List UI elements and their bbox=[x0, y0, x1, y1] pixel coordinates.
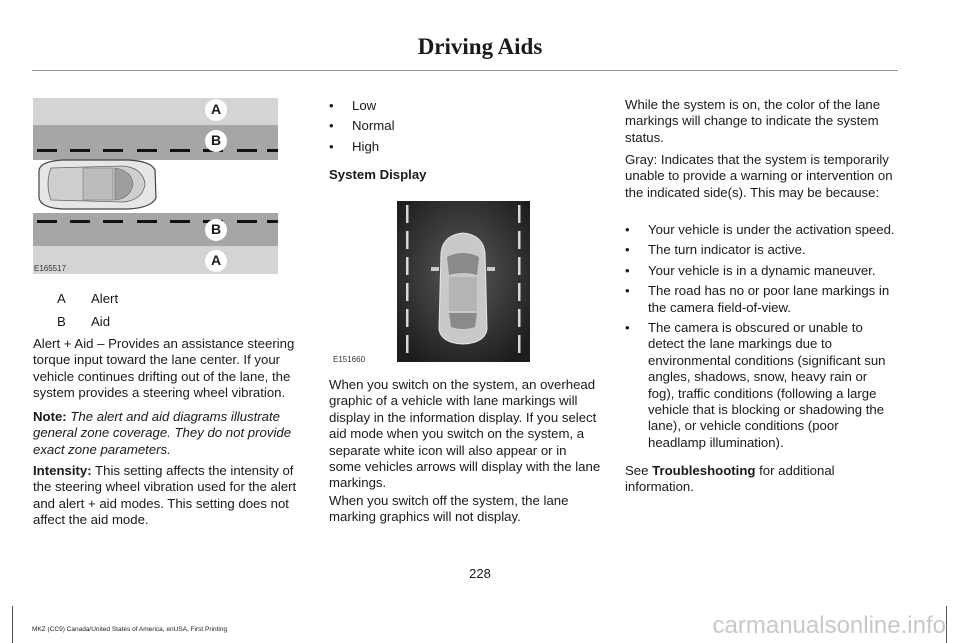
header-divider bbox=[32, 70, 898, 71]
figure-id: E165517 bbox=[34, 264, 67, 273]
system-display-heading: System Display bbox=[329, 167, 427, 182]
crop-mark-left bbox=[12, 606, 13, 643]
list-item: • Normal bbox=[329, 118, 395, 134]
see-suffix: for additional information. bbox=[625, 463, 835, 495]
list-item: • Low bbox=[329, 98, 377, 113]
zone-b-bottom bbox=[33, 213, 278, 246]
see-prefix: See bbox=[625, 463, 653, 478]
legend-key: B bbox=[57, 314, 66, 329]
system-display-graphic bbox=[397, 201, 530, 362]
gray-status-paragraph: Gray: Indicates that the system is temporarily unable to provide a warning or intervention on the indicated side(s). This may be because: bbox=[625, 152, 893, 200]
intensity-paragraph bbox=[33, 463, 305, 529]
note-text: The alert and aid diagrams illustrate general zone coverage. They do not provide exact zone parameters. bbox=[33, 409, 292, 457]
list-item: • Your vehicle is in a dynamic maneuver. bbox=[625, 262, 876, 278]
alert-aid-paragraph: Alert + Aid – Provides an assistance steering torque input toward the lane center. If your vehicle continues drifting out of the lane, the system provides a steering wheel vibration. bbox=[33, 336, 295, 401]
troubleshooting-link[interactable]: Troubleshooting bbox=[652, 463, 756, 478]
display-svg bbox=[397, 201, 530, 362]
switch-on-paragraph: When you switch on the system, an overhead graphic of a vehicle with lane markings will display in the information display. If you select aid mode when you switch on the system, a separate white icon will also appear or in some vehicles arrows will display with the lane markings. bbox=[329, 377, 601, 491]
list-item: • Your vehicle is under the activation speed. bbox=[625, 222, 895, 237]
watermark: carmanualsonline.info bbox=[712, 612, 946, 639]
list-item: • High bbox=[329, 138, 380, 154]
list-item: • The turn indicator is active. bbox=[625, 242, 806, 258]
page-number: 228 bbox=[469, 566, 491, 581]
zone-label-b-1: B bbox=[210, 132, 222, 148]
lane-zone-svg bbox=[33, 98, 278, 274]
note-label: Note: bbox=[33, 409, 67, 424]
list-item: • The camera is obscured or unable to detect the lane markings due to environmental conditions (significant sun angles, shadows, snow, heavy rain or fog), traffic conditions (following a large vehicle that is blocking or shadowing the lane), or vehicle conditions (poor headlamp illumination). bbox=[625, 320, 886, 450]
color-status-paragraph: While the system is on, the color of the lane markings will change to indicate the system status. bbox=[625, 97, 881, 145]
list-item: • The road has no or poor lane markings in the camera field-of-view. bbox=[625, 283, 890, 315]
legend-row-b bbox=[33, 314, 305, 332]
legend-value: Aid bbox=[91, 314, 111, 329]
zone-label-b-2: B bbox=[210, 221, 222, 237]
troubleshooting-reference bbox=[625, 463, 897, 496]
intensity-options bbox=[329, 98, 601, 159]
switch-off-paragraph: When you switch off the system, the lane marking graphics will not display. bbox=[329, 493, 569, 525]
zone-label-a-2: A bbox=[210, 252, 222, 268]
zone-a-bottom bbox=[33, 246, 278, 274]
intensity-text: This setting affects the intensity of the steering wheel vibration used for the alert and alert + aid modes. This setting does not affect the aid mode. bbox=[33, 463, 297, 528]
gray-reasons-list bbox=[625, 222, 897, 455]
legend-row-a bbox=[33, 291, 305, 309]
footer-text: MKZ (CC9) Canada/United States of America, enUSA, First Printing bbox=[32, 626, 228, 633]
zone-label-a-1: A bbox=[210, 101, 222, 117]
lane-zone-diagram bbox=[33, 98, 278, 274]
legend-key: A bbox=[57, 291, 66, 306]
crop-mark-right bbox=[946, 606, 947, 643]
zone-b-top bbox=[33, 125, 278, 160]
figure2-id: E151660 bbox=[333, 355, 366, 364]
zone-a-top bbox=[33, 98, 278, 125]
vehicle-top-view bbox=[39, 160, 156, 209]
legend-value: Alert bbox=[91, 291, 119, 306]
intensity-label: Intensity: bbox=[33, 463, 92, 478]
note-paragraph bbox=[33, 409, 305, 458]
page-title: Driving Aids bbox=[417, 34, 543, 59]
